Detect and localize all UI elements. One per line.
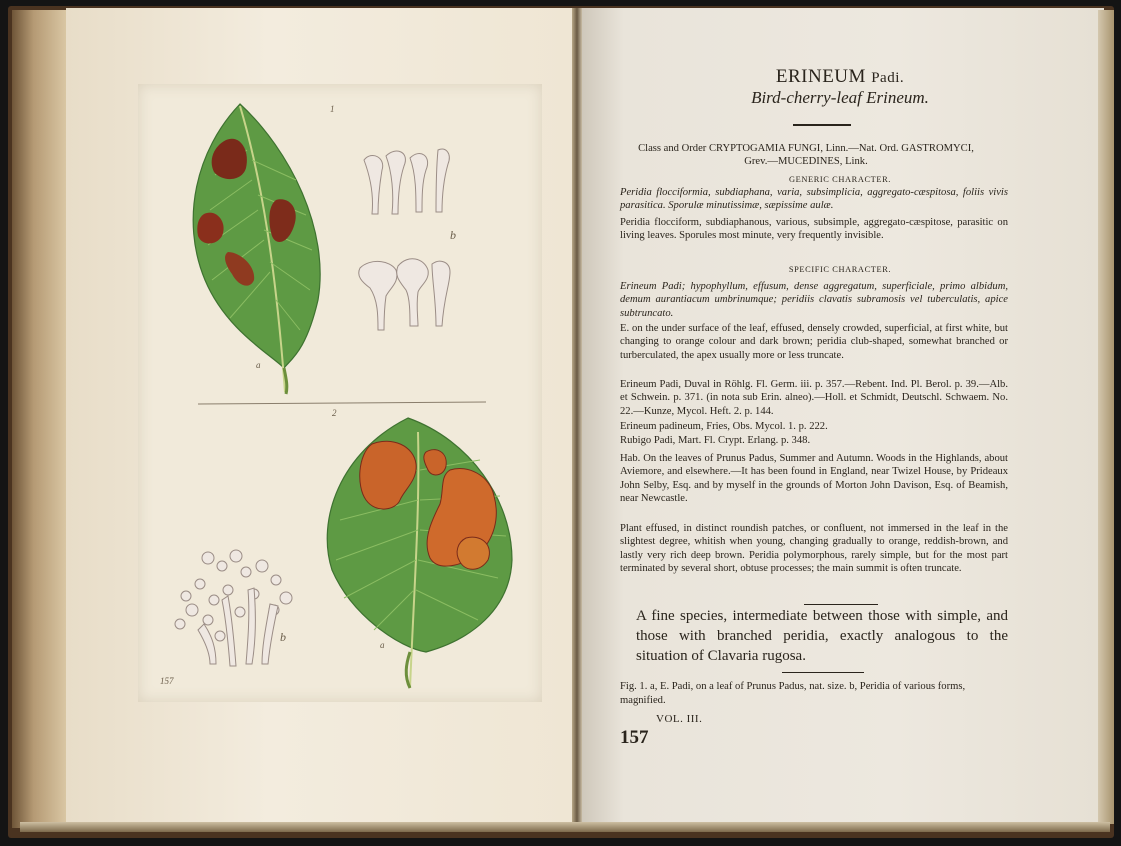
page-number: 157 [620,727,649,748]
title-genus: ERINEUM [775,66,866,87]
species-title [600,66,1080,88]
classification-line-1: Class and Order CRYPTOGAMIA FUNGI, Linn.—Nat. Ord. GASTROMYCI, [638,143,974,154]
figure-caption: Fig. 1. a, E. Padi, on a leaf of Prunus Padus, nat. size. b, Peridia of various forms, magnified. [620,681,966,706]
plate-divider [198,402,486,404]
leaf-spot [457,537,489,569]
label-a-bottom: a [380,640,385,650]
remark-rule [804,604,878,605]
leaf-top-illustration [193,104,320,394]
caption-rule [782,672,864,673]
synonym-1: Erineum Padi, Duval in Röhlg. Fl. Germ. iii. p. 357.—Rebent. Ind. Pl. Berol. p. 39.—Alb. et Schwein. p. 371. (in nota sub Erin. alneo).—Holl. et Schmidt, Deutschl. Schwaem. No. 22.—Kunze, Mycol. Heft. 2. p. 144. [620,379,1008,417]
remark: A fine species, intermediate between those with simple, and those with branched peridia, exactly analogous to the situation of Clavaria rugosa. [636,608,1008,664]
synonym-3: Rubigo Padi, Mart. Fl. Crypt. Erlang. p. 348. [620,435,811,446]
plant-description: Plant effused, in distinct roundish patches, or confluent, not immersed in the leaf in the slightest degree, whitish when young, changing gradually to orange, reddish-brown, and lastly very rich deep brown. Peridia polymorphous, rarely simple, but for the most part terminated by several short, obtuse processes; the main summit is often truncate. [620,523,1008,575]
volume-label: VOL. III. [656,713,703,725]
figure-mark-1: 1 [330,104,335,114]
specific-character-english: E. on the under surface of the leaf, effused, densely crowded, superficial, at first white, but changing to orange colour and dark brown; peridia club-shaped, somewhat branched or turberculated, the apex usually more or less truncate. [620,323,1008,361]
synonym-2: Erineum padineum, Fries, Obs. Mycol. 1. p. 222. [620,421,828,432]
classification-line-2: Grev.—MUCEDINES, Link. [744,156,868,168]
leaf-bottom-stem [406,652,410,688]
leaf-bottom-illustration [327,418,512,688]
figure-mark-2: 2 [332,408,337,418]
peridia-top-row-1 [364,149,449,214]
generic-character-latin: Peridia flocciformia, subdiaphana, varia, subsimplicia, aggregato-cæspitosa, foliis vivis parasitica. Sporulæ minutissimæ, sæpissime aulæ. [620,187,1008,212]
title-species: Padi. [871,70,905,86]
title-rule [793,124,851,126]
label-a-top: a [256,360,261,370]
plate-number: 157 [160,676,174,686]
classification [606,142,1006,169]
label-b-bottom: b [280,630,286,644]
label-b-top: b [450,228,456,242]
generic-character-heading: GENERIC CHARACTER. [789,175,891,184]
peridia-bottom-cluster [175,550,292,666]
habitat: Hab. On the leaves of Prunus Padus, Summer and Autumn. Woods in the Highlands, about Aviemore, and elsewhere.—It has been found in England, near Twizel House, by Prideaux John Selby, Esq. and by myself in the grounds of Morton John Davison, Esq. of Beamish, near Newcastle. [620,453,1008,505]
peridia-top-row-2 [359,259,450,330]
specific-character-heading: SPECIFIC CHARACTER. [788,265,892,274]
generic-character-english: Peridia flocciform, subdiaphanous, various, subsimple, aggregato-cæspitose, parasitic on living leaves. Sporules most minute, very frequently invisible. [620,217,1008,242]
common-name: Bird-cherry-leaf Erineum. [751,88,929,107]
specific-character-latin: Erineum Padi; hypophyllum, effusum, dense aggregatum, superficiale, primo albidum, demum aurantiacum umbrinumque; peridiis clavatis subramosis vel tuberculatis, apice subtruncato. [620,281,1008,319]
